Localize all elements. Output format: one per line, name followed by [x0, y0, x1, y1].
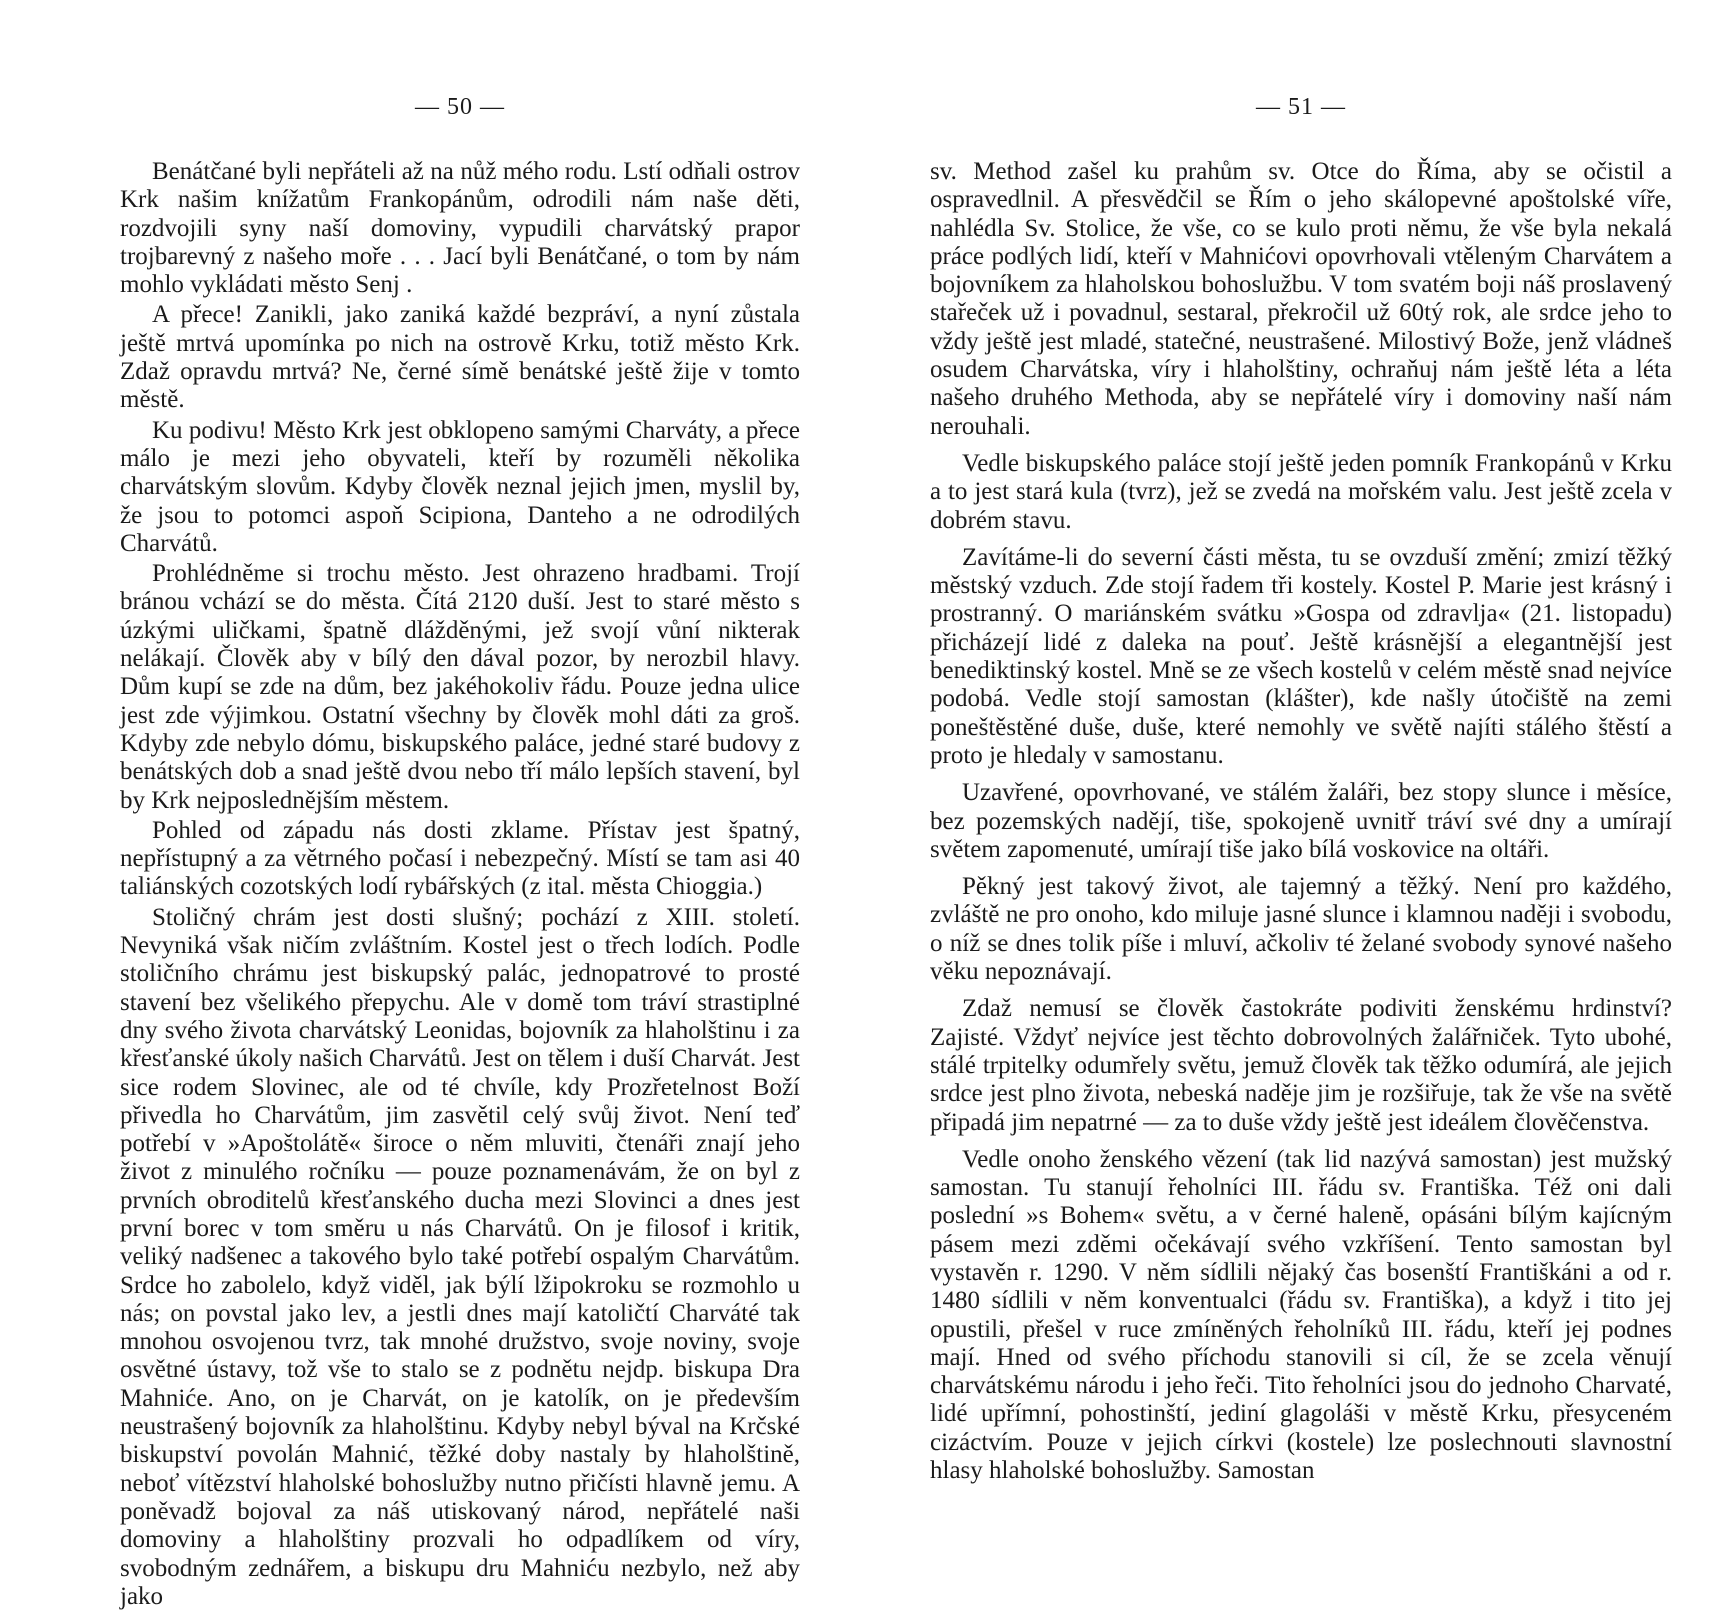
paragraph: A přece! Zanikli, jako zaniká každé bezpráví, a nyní zůstala ještě mrtvá upomínka po nich na ostrově Krku, totiž město Krk. Zdaž opravdu mrtvá? Ne, černé símě benátské ještě žije v tomto městě. — [120, 301, 800, 414]
paragraph: Pohled od západu nás dosti zklame. Přístav jest špatný, nepřístupný a za větrného počasí i nebezpečný. Místí se tam asi 40 taliánských cozotských lodí rybářských (z ital. města Chioggia.) — [120, 816, 800, 901]
page-number: — 50 — — [415, 94, 505, 120]
right-page — [930, 0, 1672, 1500]
paragraph: Benátčané byli nepřáteli až na nůž mého rodu. Lstí odňali ostrov Krk našim knížatům Frankopánům, odrodili nám naše děti, rozdvojili syny naší domoviny, vypudili charvátský prapor trojbarevný z našeho moře . . . Jací byli Benátčané, o tom by nám mohlo vykládati město Senj . — [120, 158, 800, 299]
paragraph: sv. Method zašel ku prahům sv. Otce do Říma, aby se očistil a ospravedlnil. A přesvědčil se Řím o jeho skálopevné apoštolské víře, nahlédla Sv. Stolice, že vše, co se kulo proti němu, že vše byla nekalá práce podlých lidí, kteří v Mahnićovi opovrhovali vtěleným Charvátem a bojovníkem za hlaholskou bohoslužbu. V tom svatém boji náš proslavený stařeček už i povadnul, sestaral, překročil už 60tý rok, ale srdce jeho to vždy ještě jest mladé, statečné, neustrašené. Milostivý Bože, jenž vládneš osudem Charvátska, víry i hlaholštiny, ochraňuj nám ještě léta a léta našeho druhého Methoda, aby se nepřátelé víry i domoviny naší nám nerouhali. — [930, 158, 1672, 440]
page-body — [930, 158, 1672, 1494]
paragraph: Prohlédněme si trochu město. Jest ohrazeno hradbami. Trojí bránou vchází se do města. Čítá 2120 duší. Jest to staré město s úzkými uličkami, špatně dlážděnými, jež svojí vůní nikterak nelákají. Člověk aby v bílý den dával pozor, by nerozbil hlavy. Dům kupí se zde na dům, bez jakéhokoliv řádu. Pouze jedna ulice jest zde výjimkou. Ostatní všechny by člověk mohl dáti za groš. Kdyby zde nebylo dómu, biskupského paláce, jedné staré budovy z benátských dob a snad ještě dvou nebo tří málo lepších stavení, byl by Krk nejposlednějším městem. — [120, 560, 800, 814]
paragraph: Ku podivu! Město Krk jest obklopeno samými Charváty, a přece málo je mezi jeho obyvateli, kteří by rozuměli několika charvátským slovům. Kdyby člověk neznal jejich jmen, myslil by, že jsou to potomci aspoň Scipiona, Danteho a ne odrodilých Charvátů. — [120, 416, 800, 557]
paragraph: Stoličný chrám jest dosti slušný; pochází z XIII. století. Nevyniká však ničím zvláštním. Kostel jest o třech lodích. Podle stoličního chrámu jest biskupský palác, jednopatrové to prosté stavení bez všelikého přepychu. Ale v domě tom tráví strastiplné dny svého života charvátský Leonidas, bojovník za hlaholštinu i za křesťanské úkoly našich Charvátů. Jest on tělem i duší Charvát. Jest sice rodem Slovinec, ale od té chvíle, kdy Prozřetelnost Boží přivedla ho Charvátům, jim zasvětil celý svůj život. Není teď potřebí v »Apoštolátě« široce o něm mluviti, čtenáři znají jeho život z minulého ročníku — pouze poznamenávám, že on byl z prvních obroditelů křesťanského ducha mezi Slovinci a dnes jest první borec v tom směru u nás Charvátů. On je filosof i kritik, veliký nadšenec a takového bylo také potřebí ospalým Charvátům. Srdce ho zabolelo, když viděl, jak býlí lžipokroku se rozmohlo u nás; on povstal jako lev, a jestli dnes mají katoličtí Charváté tak mnohou osvojenou tvrz, tak mnohé družstvo, svoje noviny, svoje osvětné ústavy, tož vše to stalo se z podnětu nejdp. biskupa Dra Mahniće. Ano, on je Charvát, on je katolík, on je především neustrašený bojovník za hlaholštinu. Kdyby nebyl býval na Krčské biskupství povolán Mahnić, těžké doby nastaly by hlaholštině, neboť vítězství hlaholské bohoslužby nutno přičísti hlavně jemu. A poněvadž bojoval za náš utiskovaný národ, nepřátelé naši domoviny a hlaholštiny prozvali ho odpadlíkem od víry, svobodným zednářem, a biskupu dru Mahniću nezbylo, než aby jako — [120, 903, 800, 1610]
paragraph: Vedle biskupského paláce stojí ještě jeden pomník Frankopánů v Krku a to jest stará kula (tvrz), jež se zvedá na mořském valu. Jest ještě zcela v dobrém stavu. — [930, 449, 1672, 534]
paragraph: Zdaž nemusí se člověk častokráte podiviti ženskému hrdinství? Zajisté. Vždyť nejvíce jest těchto dobrovolných žalářniček. Tyto ubohé, stálé trpitelky odumřely světu, jemuž člověk tak těžko odumírá, ale jejich srdce jest plno života, nebeská naděje jim je rozšiřuje, tak že vše na světě připadá jim nepatrné — za to duše vždy ještě jest ideálem člověčenstva. — [930, 995, 1672, 1136]
paragraph: Zavítáme-li do severní části města, tu se ovzduší změní; zmizí těžký městský vzduch. Zde stojí řadem tři kostely. Kostel P. Marie jest krásný i prostranný. O mariánském svátku »Gospa od zdravlja« (21. listopadu) přicházejí lidé z daleka na pouť. Ještě krásnější a elegantnější jest benediktinský kostel. Mně se ze všech kostelů v celém městě snad nejvíce podobá. Vedle stojí samostan (klášter), kde našly útočiště na zemi poneštěstěné duše, duše, které nemohly ve světě najíti stálého štěstí a proto je hledaly v samostanu. — [930, 543, 1672, 769]
paragraph: Uzavřené, opovrhované, ve stálém žaláři, bez stopy slunce i měsíce, bez pozemských nadějí, tiše, spokojeně uvnitř tráví své dny a umírají světem zapomenuté, umírají tiše jako bílá voskovice na oltáři. — [930, 779, 1672, 863]
page-body — [120, 158, 800, 1613]
paragraph: Pěkný jest takový život, ale tajemný a těžký. Není pro každého, zvláště ne pro onoho, kdo miluje jasné slunce i klamnou naději i svobodu, o níž se dnes tolik píše i mluví, ačkoliv té želané svobody synové našeho věku nepoznávají. — [930, 873, 1672, 986]
paragraph: Vedle onoho ženského vězení (tak lid nazývá samostan) jest mužský samostan. Tu stanují řeholníci III. řádu sv. Františka. Též oni dali poslední »s Bohem« světu, a v černé haleně, opásáni bílým kajícným pásem mezi zděmi očekávají svého vzkříšení. Tento samostan byl vystavěn r. 1290. V něm sídlili nějaký čas bosenští Františkáni a od r. 1480 sídlili v něm konventualci (řádu sv. Františka), a když i tito jej opustili, přešel v ruce zmíněných řeholníků III. řádu, kteří jej podnes mají. Hned od svého příchodu stanovili si cíl, že se zcela věnují charvátskému národu i jeho řeči. Tito řeholníci jsou do jednoho Charvaté, lidé upřímní, pohostinští, jediní glagoláši v městě Krku, přesyceném cizáctvím. Pouze v jejich církvi (kostele) lze poslechnouti slavnostní hlasy hlaholské bohoslužby. Samostan — [930, 1145, 1672, 1485]
left-page — [120, 0, 800, 1610]
page-number: — 51 — — [1256, 94, 1346, 120]
